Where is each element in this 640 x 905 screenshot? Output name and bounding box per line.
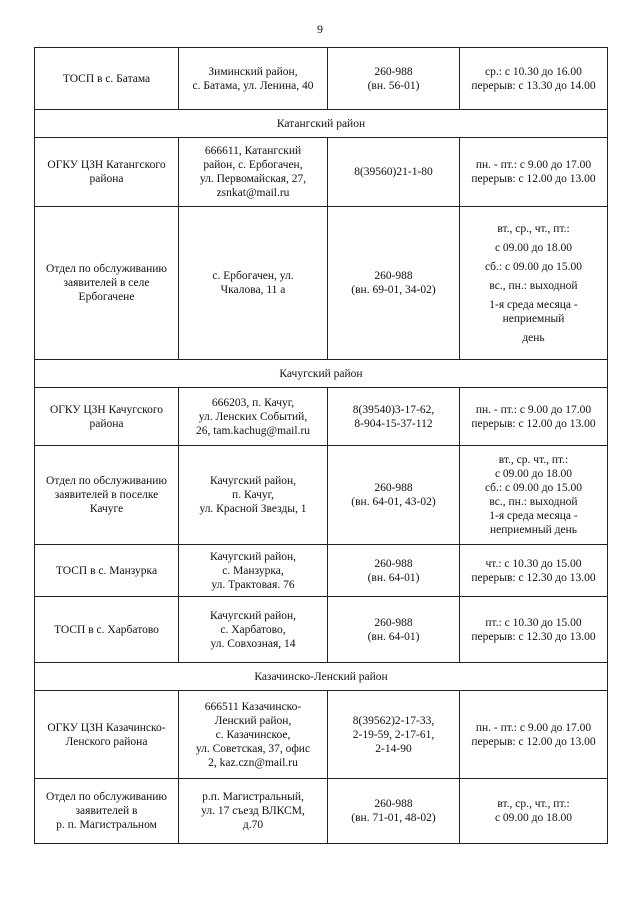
hours-cell [460,48,608,110]
cell-line: сб.: с 09.00 до 15.00 [484,260,583,273]
cell-line: Качугский район, [209,609,297,622]
cell-line: 1-я среда месяца - [489,510,578,522]
cell-line: 666203, п. Качуг, [211,396,295,409]
cell-line: ОГКУ ЦЗН Качугского [49,403,164,416]
cell-line: с. Батама, ул. Ленина, 40 [192,79,314,92]
cell-line: перерыв: с 12.30 до 13.00 [471,630,596,643]
cell-line: района [89,417,124,430]
cell-line: 666511 Казачинско- [204,700,302,713]
cell-line: р.п. Магистральный, [202,791,304,803]
cell-line: (вн. 64-01) [367,571,420,584]
phone-cell [328,779,460,844]
cell-line: район, с. Ербогачен, [203,159,303,171]
phone-cell [328,545,460,597]
cell-line: 8-904-15-37-112 [354,417,433,430]
address-cell [179,597,328,663]
cell-line: (вн. 56-01) [367,79,420,92]
cell-line: перерыв: с 12.30 до 13.00 [471,571,596,584]
section-header-row [35,663,608,691]
cell-line: (вн. 64-01, 43-02) [351,496,436,508]
cell-line: с 09.00 до 18.00 [494,468,573,480]
cell-line: zsnkat@mail.ru [216,187,290,199]
cell-line: ТОСП в с. Манзурка [55,564,158,577]
section-title: Катангский район [35,110,608,138]
table-row [35,691,608,779]
cell-line: вс., пн.: выходной [489,496,578,508]
phone-cell [328,138,460,207]
cell-line: (вн. 69-01, 34-02) [351,284,436,296]
cell-line: ср.: с 10.30 до 16.00 [485,65,582,78]
cell-line: с 09.00 до 18.00 [494,812,573,824]
cell-line: 260-988 [374,616,413,629]
cell-line: ТОСП в с. Батама [62,72,151,85]
cell-line: 2-19-59, 2-17-61, [352,728,435,741]
section-title: Качугский район [35,360,608,388]
cell-line: пт.: с 10.30 до 15.00 [485,616,582,629]
cell-line: сб.: с 09.00 до 15.00 [484,482,583,494]
cell-line: ОГКУ ЦЗН Катангского [47,159,166,171]
name-cell [35,207,179,360]
cell-line: Отдел по обслуживанию [46,475,167,487]
cell-line: 2, kaz.czn@mail.ru [208,756,298,769]
cell-line: (вн. 71-01, 48-02) [351,812,436,824]
table-row [35,138,608,207]
address-cell [179,545,328,597]
name-cell [35,691,179,779]
hours-cell [460,779,608,844]
table-row [35,48,608,110]
cell-line: с. Казачинское, [215,728,291,741]
cell-line: ул. Ленских Событий, [198,410,308,423]
phone-cell [328,48,460,110]
address-cell [179,207,328,360]
section-header-row [35,360,608,388]
section-header-row [35,110,608,138]
name-cell [35,48,179,110]
cell-line: перерыв: с 12.00 до 13.00 [471,735,596,748]
cell-line: Отдел по обслуживанию [46,791,167,803]
name-cell [35,597,179,663]
cell-line: ТОСП в с. Харбатово [54,623,159,636]
section-title: Казачинско-Ленский район [35,663,608,691]
cell-line: 260-988 [374,65,413,78]
cell-line: вт., ср. чт., пт.: [498,454,569,466]
cell-line: ул. 17 съезд ВЛКСМ, [201,805,305,817]
cell-line: 260-988 [374,482,413,494]
cell-line: с. Манзурка, [222,564,284,577]
cell-line: перерыв: с 12.00 до 13.00 [471,417,596,430]
address-cell [179,48,328,110]
address-cell [179,138,328,207]
cell-line: д.70 [242,819,264,831]
cell-line: Качуге [89,503,124,515]
cell-line: заявителей в поселке [54,489,159,501]
cell-line: (вн. 64-01) [367,630,420,643]
cell-line: 8(39560)21-1-80 [354,166,433,178]
cell-line: вс., пн.: выходной [489,279,578,292]
cell-line: перерыв: с 13.30 до 14.00 [471,79,596,92]
cell-line: 26, tam.kachug@mail.ru [195,424,311,437]
hours-cell [460,597,608,663]
cell-line: чт.: с 10.30 до 15.00 [485,557,582,570]
cell-line: Ленский район, [214,714,292,727]
table-row [35,388,608,446]
cell-line: с 09.00 до 18.00 [494,241,573,254]
cell-line: Качугский район, [209,550,297,563]
cell-line: ул. Совхозная, 14 [210,637,296,650]
cell-line: р. п. Магистральном [56,819,157,831]
name-cell [35,138,179,207]
cell-line: 8(39540)3-17-62, [352,403,435,416]
hours-cell [460,691,608,779]
table-row [35,207,608,360]
cell-line: пн. - пт.: с 9.00 до 17.00 [475,159,592,171]
hours-cell [460,207,608,360]
phone-cell [328,691,460,779]
offices-table [34,47,608,844]
cell-line: перерыв: с 12.00 до 13.00 [471,173,596,185]
cell-line: Зиминский район, [208,65,298,78]
name-cell [35,779,179,844]
cell-line: 1-я среда месяца - неприемный [489,298,578,325]
name-cell [35,388,179,446]
cell-line: заявителей в селе [63,277,150,289]
cell-line: Качугский район, [209,475,297,487]
cell-line: пн. - пт.: с 9.00 до 17.00 [475,403,592,416]
cell-line: день [522,331,545,344]
name-cell [35,545,179,597]
hours-cell [460,545,608,597]
cell-line: ул. Трактовая. 76 [211,578,295,591]
cell-line: района [89,173,124,185]
table-row [35,545,608,597]
cell-line: с. Харбатово, [220,623,286,636]
cell-line: Отдел по обслуживанию [46,263,167,275]
cell-line: 260-988 [374,557,413,570]
cell-line: Ленского района [65,735,148,748]
cell-line: вт., ср., чт., пт.: [497,798,570,810]
cell-line: 260-988 [374,270,413,282]
cell-line: с. Ербогачен, ул. [212,270,294,282]
address-cell [179,691,328,779]
cell-line: ул. Первомайская, 27, [199,173,307,185]
cell-line: вт., ср., чт., пт.: [497,222,570,235]
cell-line: ОГКУ ЦЗН Казачинско- [47,721,166,734]
page-number: 9 [317,22,323,36]
cell-line: Чкалова, 11 а [220,284,286,296]
hours-cell [460,388,608,446]
cell-line: 2-14-90 [375,742,412,755]
cell-line: неприемный день [490,524,577,536]
phone-cell [328,446,460,545]
cell-line: пн. - пт.: с 9.00 до 17.00 [475,721,592,734]
cell-line: п. Качуг, [232,489,274,501]
phone-cell [328,388,460,446]
cell-line: 666611, Катангский [204,145,302,157]
cell-line: заявителей в [75,805,138,817]
address-cell [179,388,328,446]
offices-table-body [35,48,608,844]
address-cell [179,779,328,844]
hours-cell [460,446,608,545]
cell-line: 8(39562)2-17-33, [352,714,435,727]
hours-cell [460,138,608,207]
cell-line: Ербогачене [78,291,135,303]
address-cell [179,446,328,545]
phone-cell [328,597,460,663]
name-cell [35,446,179,545]
cell-line: ул. Красной Звезды, 1 [199,503,307,515]
table-row [35,446,608,545]
cell-line: 260-988 [374,798,413,810]
phone-cell [328,207,460,360]
table-row [35,779,608,844]
cell-line: ул. Советская, 37, офис [195,742,311,755]
table-row [35,597,608,663]
